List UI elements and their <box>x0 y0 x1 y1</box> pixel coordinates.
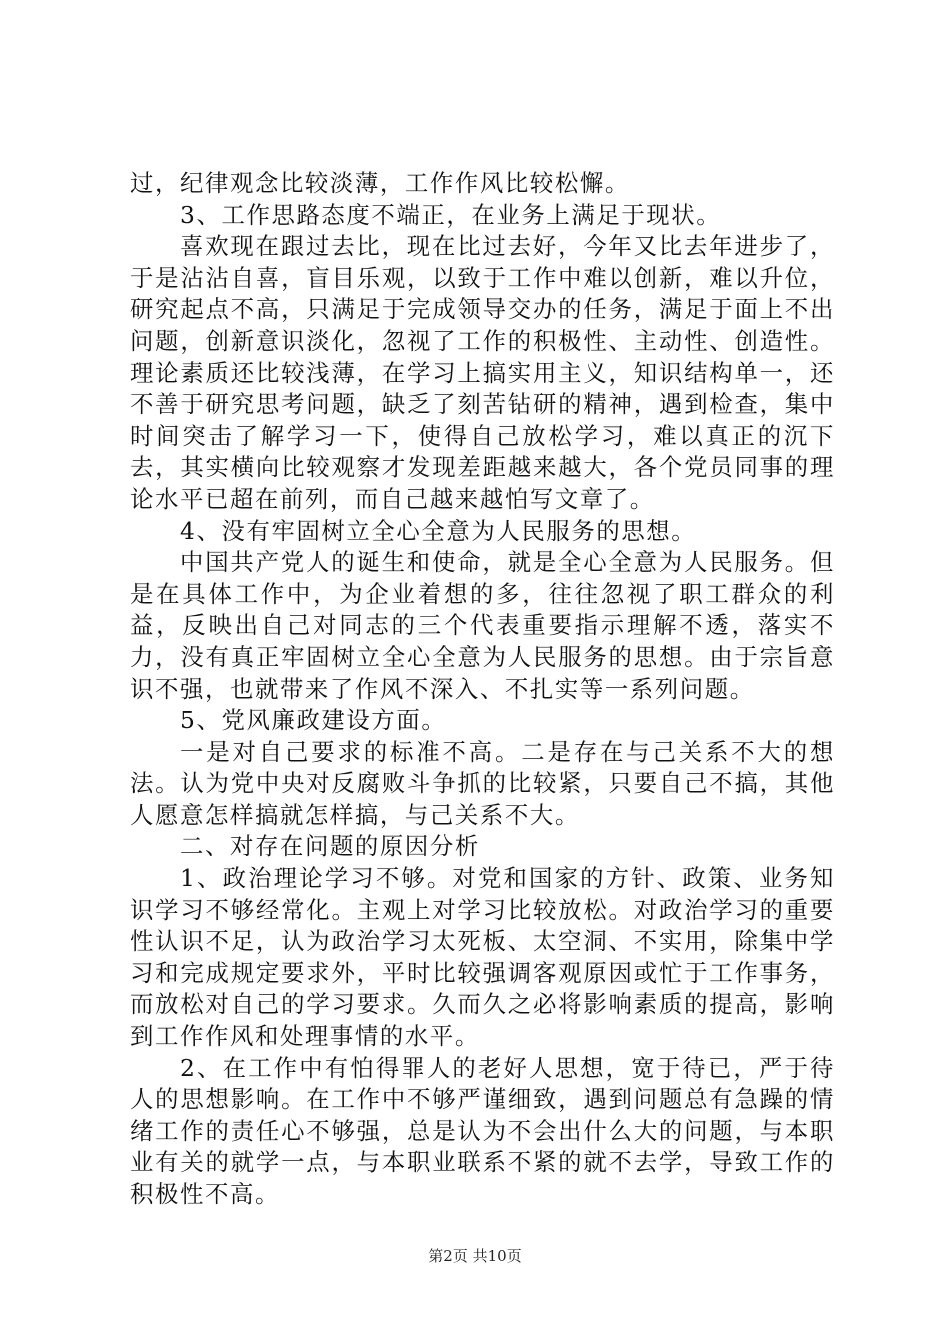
section-heading: 二、对存在问题的原因分析 <box>180 832 480 861</box>
paragraph: 喜欢现在跟过去比，现在比过去好，今年又比去年进步了，于是沾沾自喜，盲目乐观，以致于工作中难以创新，难以升位，研究起点不高，只满足于完成领导交办的任务，满足于面上不出问题，创新意识淡化，忽视了工作的积极性、主动性、创造性。理论素质还比较浅薄，在学习上搞实用主义，知识结构单一，还不善于研究思考问题，缺乏了刻苦钻研的精神，遇到检查，集中时间突击了解学习一下，使得自己放松学习，难以真正的沉下去，其实横向比较观察才发现差距越来越大，各个党员同事的理论水平已超在前列，而自己越来越怕写文章了。 <box>130 232 835 513</box>
page-number-footer: 第2页 共10页 <box>428 1247 522 1265</box>
section-heading: 3、工作思路态度不端正，在业务上满足于现状。 <box>180 200 722 229</box>
paragraph: 2、在工作中有怕得罪人的老好人思想，宽于待已，严于待人的思想影响。在工作中不够严谨细致，遇到问题总有急躁的情绪工作的责任心不够强，总是认为不会出什么大的问题，与本职业有关的就学一点，与本职业联系不紧的就不去学，导致工作的积极性不高。 <box>130 1053 835 1208</box>
paragraph: 一是对自己要求的标准不高。二是存在与己关系不大的想法。认为党中央对反腐败斗争抓的比较紧，只要自己不搞，其他人愿意怎样搞就怎样搞，与己关系不大。 <box>130 737 835 829</box>
document-body <box>130 168 835 1211</box>
section-heading: 5、党风廉政建设方面。 <box>180 706 447 735</box>
paragraph-continuation: 过，纪律观念比较淡薄，工作作风比较松懈。 <box>130 169 630 197</box>
paragraph: 中国共产党人的诞生和使命，就是全心全意为人民服务。但是在具体工作中，为企业着想的多，往往忽视了职工群众的利益，反映出自己对同志的三个代表重要指示理解不透，落实不力，没有真正牢固树立全心全意为人民服务的思想。由于宗旨意识不强，也就带来了作风不深入、不扎实等一系列问题。 <box>130 548 835 703</box>
section-heading: 4、没有牢固树立全心全意为人民服务的思想。 <box>180 516 697 545</box>
paragraph: 1、政治理论学习不够。对党和国家的方针、政策、业务知识学习不够经常化。主观上对学习比较放松。对政治学习的重要性认识不足，认为政治学习太死板、太空洞、不实用，除集中学习和完成规定要求外，平时比较强调客观原因或忙于工作事务，而放松对自己的学习要求。久而久之必将影响素质的提高，影响到工作作风和处理事情的水平。 <box>130 864 835 1051</box>
